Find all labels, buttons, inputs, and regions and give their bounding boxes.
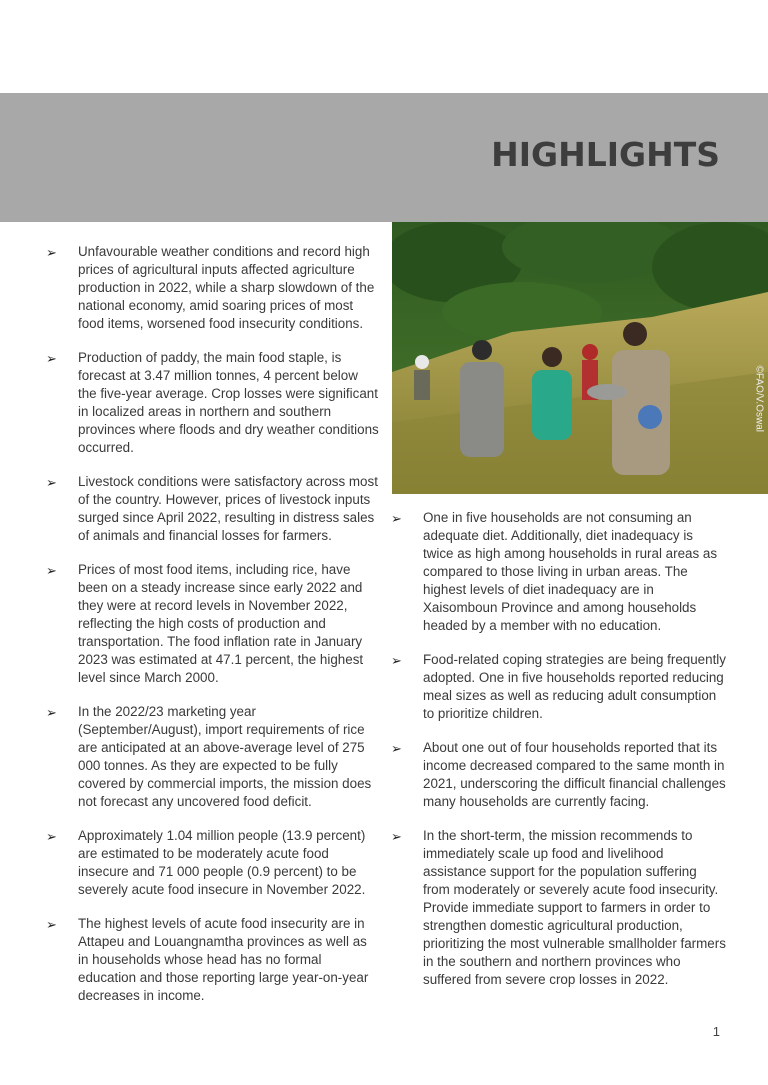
list-item-text: Approximately 1.04 million people (13.9 percent) are estimated to be moderately acute food insecure and 71 000 people (0.9 percent) to be severely acute food insecure in November 2022.: [78, 828, 366, 897]
arrow-bullet-icon: ➢: [391, 829, 402, 844]
field-photo-illustration: [392, 222, 768, 494]
list-item-text: In the short-term, the mission recommends to immediately scale up food and livelihood assistance support for the population suffering from moderately or severely acute food insecurity. Provide immediate support to farmers in order to strengthen domestic agricultural production, prioritizing the most vulnerable smallholder farmers in the southern and northern provinces who suffered from severe crop losses in 2022.: [423, 828, 726, 987]
list-item: [46, 703, 380, 811]
list-item-text: Production of paddy, the main food staple, is forecast at 3.47 million tonnes, 4 percent below the five-year average. Crop losses were significant in localized areas in northern and southern provinces where floods and dry weather conditions occurred.: [78, 350, 379, 455]
arrow-bullet-icon: ➢: [391, 741, 402, 756]
arrow-bullet-icon: ➢: [46, 245, 57, 260]
list-item-text: The highest levels of acute food insecurity are in Attapeu and Louangnamtha provinces as well as in households whose head has no formal education and those reporting large year-on-year decreases in income.: [78, 916, 369, 1003]
list-item: [391, 827, 727, 989]
list-item-text: About one out of four households reported that its income decreased compared to the same month in 2021, underscoring the difficult financial challenges many households are currently facing.: [423, 740, 726, 809]
list-item: [46, 827, 380, 899]
arrow-bullet-icon: ➢: [46, 829, 57, 844]
photo-credit: ©FAO/V.Oswal: [753, 365, 764, 432]
list-item: [46, 915, 380, 1005]
list-item-text: Livestock conditions were satisfactory across most of the country. However, prices of livestock inputs surged since April 2022, resulting in distress sales of animals and financial losses for farmers.: [78, 474, 378, 543]
list-item: [391, 739, 727, 811]
highlights-left-column: [46, 243, 380, 1021]
list-item: [46, 349, 380, 457]
arrow-bullet-icon: ➢: [391, 511, 402, 526]
arrow-bullet-icon: ➢: [391, 653, 402, 668]
arrow-bullet-icon: ➢: [46, 563, 57, 578]
page-number: 1: [712, 1024, 720, 1039]
list-item: [46, 473, 380, 545]
list-item: [46, 561, 380, 687]
page-title: HIGHLIGHTS: [491, 135, 720, 174]
list-item-text: Unfavourable weather conditions and record high prices of agricultural inputs affected agriculture production in 2022, while a sharp slowdown of the national economy, amid soaring prices of most food items, worsened food insecurity conditions.: [78, 244, 375, 331]
arrow-bullet-icon: ➢: [46, 917, 57, 932]
list-item-text: Prices of most food items, including rice, have been on a steady increase since early 2022 and they were at record levels in November 2022, reflecting the high costs of production and transportation. The food inflation rate in January 2023 was estimated at 47.1 percent, the highest level since March 2000.: [78, 562, 364, 685]
header-banner: [0, 93, 768, 222]
list-item: [391, 651, 727, 723]
arrow-bullet-icon: ➢: [46, 705, 57, 720]
arrow-bullet-icon: ➢: [46, 475, 57, 490]
list-item: [391, 509, 727, 635]
list-item-text: In the 2022/23 marketing year (September/August), import requirements of rice are anticipated at an above-average level of 275 000 tonnes. As they are expected to be fully covered by commercial imports, the mission does not forecast any uncovered food deficit.: [78, 704, 372, 809]
field-photo: [392, 222, 768, 494]
list-item: [46, 243, 380, 333]
list-item-text: One in five households are not consuming an adequate diet. Additionally, diet inadequacy is twice as high among households in rural areas as compared to those living in urban areas. The highest levels of diet inadequacy are in Xaisomboun Province and among households headed by a member with no education.: [423, 510, 718, 633]
list-item-text: Food-related coping strategies are being frequently adopted. One in five households reported reducing meal sizes as well as reducing adult consumption to prioritize children.: [423, 652, 726, 721]
highlights-right-column: [391, 509, 727, 1005]
arrow-bullet-icon: ➢: [46, 351, 57, 366]
